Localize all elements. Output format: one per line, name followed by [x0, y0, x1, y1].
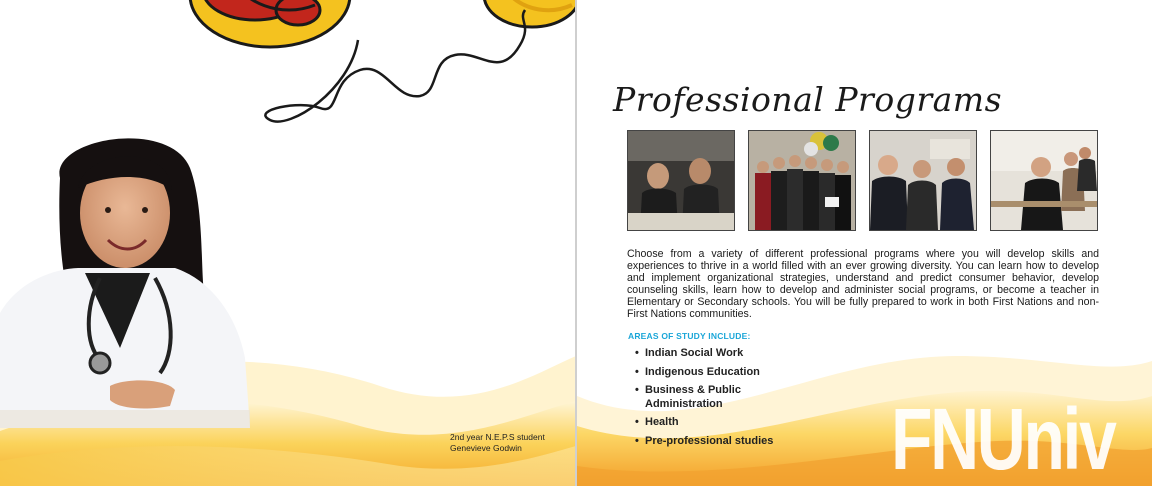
caption-line-1: 2nd year N.E.P.S student [450, 432, 545, 442]
award-presentation-photo [869, 130, 977, 231]
fnuniv-brand-logo: FNUniv [891, 391, 1115, 486]
areas-of-study-list [635, 347, 815, 453]
lecture-hall-photo [990, 130, 1098, 231]
list-item: • Indian Social Work [635, 347, 815, 361]
student-photo [0, 128, 250, 428]
photo-caption [450, 432, 545, 454]
right-page [577, 0, 1152, 486]
areas-of-study-heading: AREAS OF STUDY INCLUDE: [628, 331, 751, 341]
student-artwork-illustration [180, 0, 576, 140]
intro-paragraph: Choose from a variety of different professional programs where you will develop skills and experiences to thrive in a world filled with an ever growing diversity. You can learn how to develop and implement organizational strategies, understand and predict consumer behavior, develop counseling skills, learn how to develop and administer social programs, or become a teacher in Elementary or Secondary schools. You will be fully prepared to work in both First Nations and non-First Nations communities. [627, 248, 1099, 321]
list-item: • Pre-professional studies [635, 435, 815, 449]
classroom-students-photo [627, 130, 735, 231]
list-item: • Business & Public Administration [635, 384, 815, 411]
program-photos-row [627, 130, 1100, 231]
caption-line-2: Genevieve Godwin [450, 443, 522, 453]
list-item: • Indigenous Education [635, 366, 815, 380]
page-title: Professional Programs [613, 80, 1003, 119]
group-graduation-photo [748, 130, 856, 231]
list-item: • Health [635, 416, 815, 430]
